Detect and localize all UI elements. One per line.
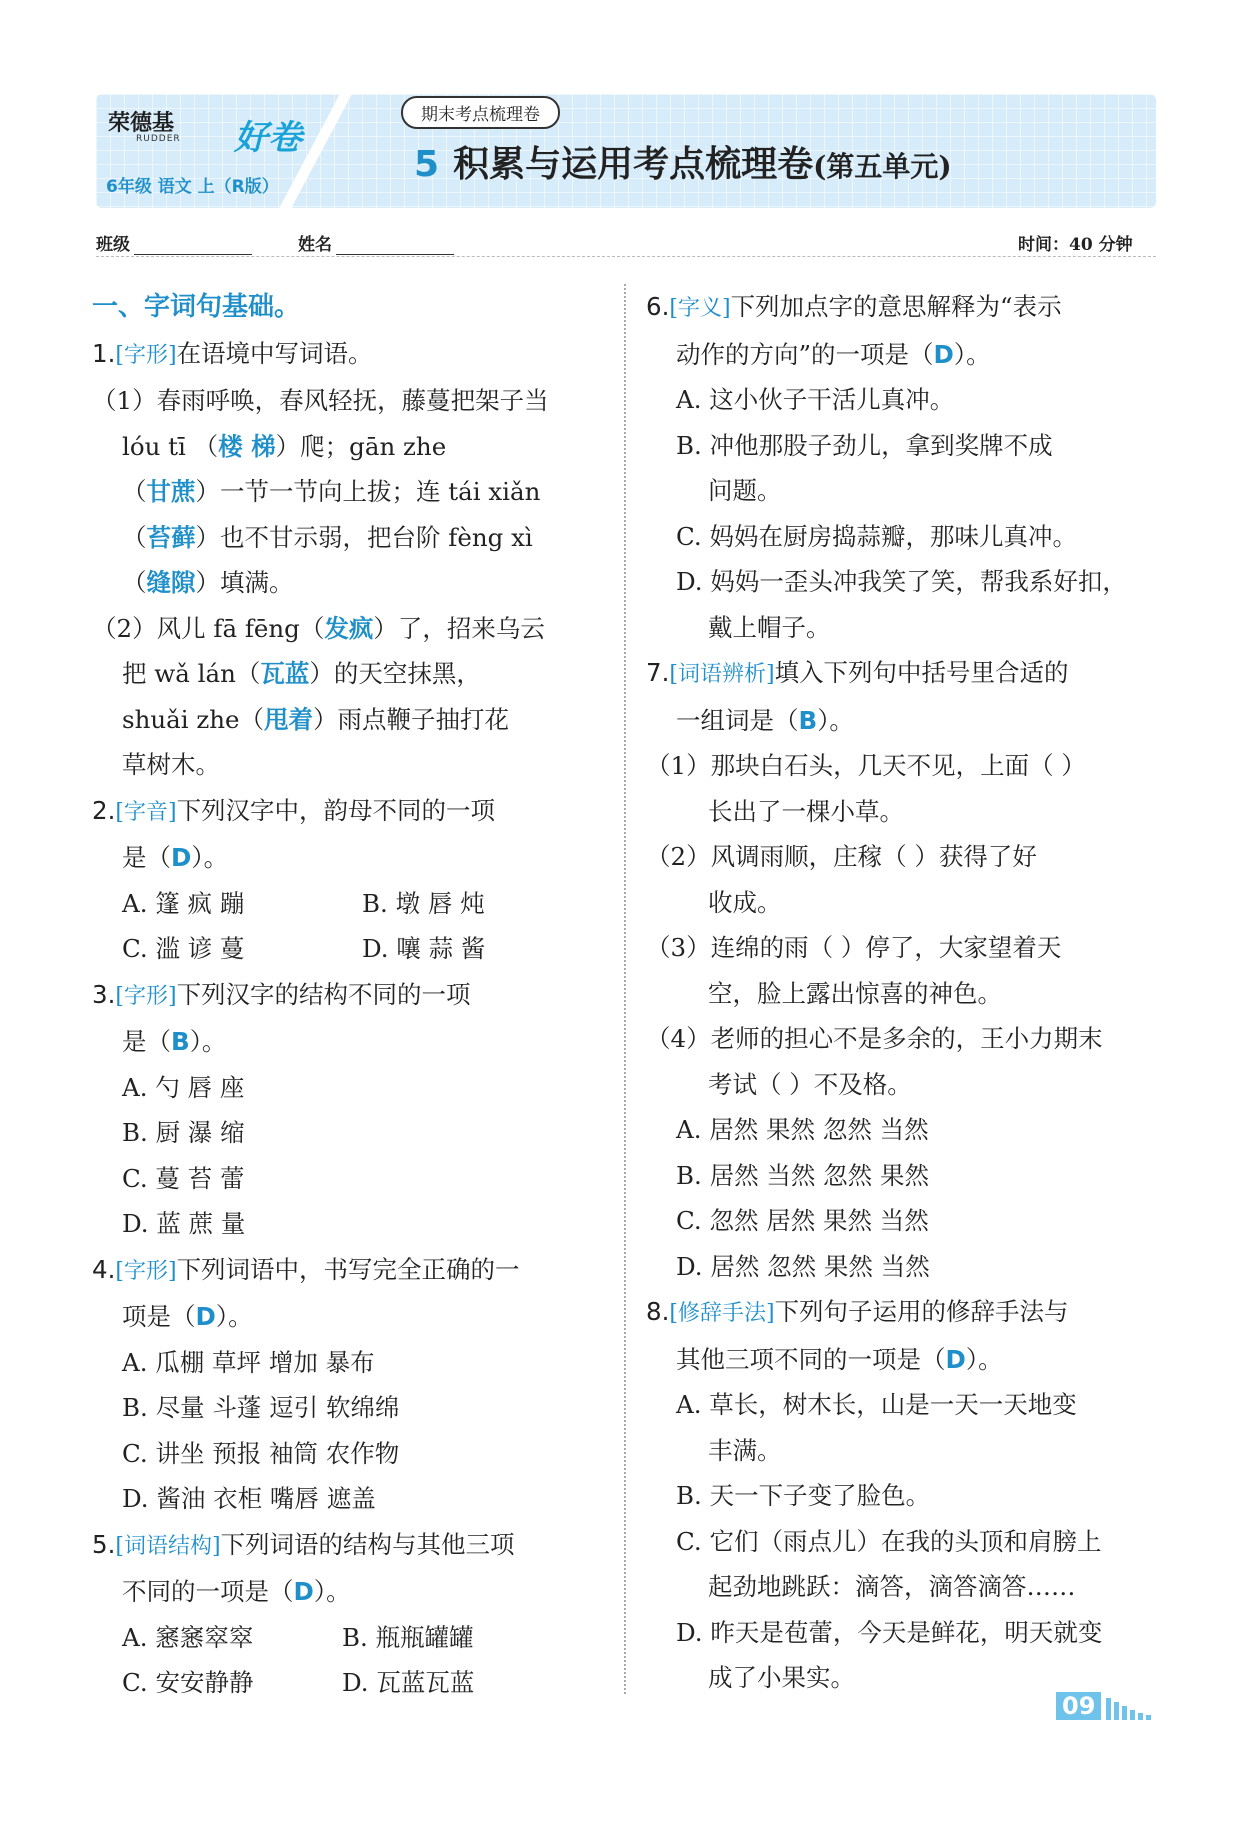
question-3: 3.[字形]下列汉字的结构不同的一项 <box>92 979 471 1009</box>
category-tag: [字形] <box>115 1258 177 1284</box>
option-c[interactable]: C. 滥 谚 蔓 <box>122 934 245 963</box>
name-label: 姓名 <box>298 235 332 255</box>
option-b[interactable]: B. 墩 唇 炖 <box>362 888 485 918</box>
title-number: 5 <box>414 144 440 185</box>
category-tag: [词语辨析] <box>669 662 775 687</box>
question-8: 8.[修辞手法]下列句子运用的修辞手法与 <box>646 1297 1069 1326</box>
option-a[interactable]: A. 草长，树木长，山是一天一天地变 <box>676 1390 1077 1419</box>
option-c[interactable]: C. 它们（雨点儿）在我的头顶和肩膀上 <box>676 1526 1102 1556</box>
name-field <box>298 230 454 255</box>
category-tag: [字形] <box>115 342 177 368</box>
title-unit: (第五单元) <box>813 150 952 183</box>
header-divider <box>96 256 1156 257</box>
answer-text[interactable]: 缝隙 <box>146 568 196 597</box>
brand-good-logo: 好卷 <box>234 118 302 158</box>
answer-text[interactable]: D <box>171 843 192 872</box>
option-b[interactable]: B. 冲他那股子劲儿，拿到奖牌不成 <box>676 430 1053 460</box>
section-title: 一、字词句基础。 <box>92 292 301 322</box>
option-d[interactable]: D. 瓦蓝瓦蓝 <box>342 1668 475 1697</box>
category-tag: [字义] <box>669 296 731 321</box>
answer-text[interactable]: D <box>293 1577 314 1606</box>
option-c[interactable]: C. 讲坐 预报 袖筒 农作物 <box>122 1438 400 1468</box>
question-1: 1.[字形]在语境中写词语。 <box>92 338 373 368</box>
answer-text[interactable]: 甘蔗 <box>146 477 196 506</box>
page-number: 09 <box>1056 1692 1101 1720</box>
answer-text[interactable]: B <box>171 1027 190 1056</box>
grade-label: 6年级 语文 上（R版） <box>106 177 279 197</box>
category-tag: [字形] <box>115 983 177 1009</box>
option-a[interactable]: A. 窸窸窣窣 <box>122 1622 254 1652</box>
option-b[interactable]: B. 厨 瀑 缩 <box>122 1118 245 1147</box>
option-d[interactable]: D. 蓝 蔗 量 <box>122 1209 246 1238</box>
page-title <box>414 136 952 187</box>
option-c[interactable]: C. 妈妈在厨房捣蒜瓣，那味儿真冲。 <box>676 521 1077 551</box>
answer-text[interactable]: 发疯 <box>324 613 374 643</box>
name-blank[interactable] <box>336 238 454 255</box>
question-5: 5.[词语结构]下列词语的结构与其他三项 <box>92 1529 515 1559</box>
option-d[interactable]: D. 昨天是苞蕾，今天是鲜花，明天就变 <box>676 1617 1103 1647</box>
right-column: 6.[字义]下列加点字的意思解释为“表示 动作的方向”的一项是（D）。 A. 这小伙子干活儿真冲。 B. 冲他那股子劲儿，拿到奖牌不成 问题。 C. 妈妈在厨房捣蒜瓣，那味儿真冲。 D. 妈妈一歪头冲我笑了笑，帮我系好扣， 戴上帽子。 7.[词语辨析]填入下列句中括号里合适的 一组词是（B）。 （1）那块白石头，几天不见，上面（ ） 长出了一棵小草。 （2）风调雨顺，庄稼（ ）获得了好 收成。 （3）连绵的雨（ ）停了，大家望着天 空，脸上露出惊喜的神色。 （4）老师的担心不是多余的，王小力期末 考试（ ）不及格。 A. 居然 果然 忽然 当然 B. 居然 当然 忽然 果然 C. 忽然 居然 果然 当然 D. 居然 忽然 果然 当然 8.[修辞手法]下列句子运用的修辞手法与 其他三项不同的一项是（D）。 A. 草长，树木长，山是一天一天地变 丰满。 B. 天一下子变了脸色。 C. 它们（雨点儿）在我的头顶和肩膀上 起劲地跳跃：滴答，滴答滴答…… D. 昨天是苞蕾，今天是鲜花，明天就变 成了小果实。 <box>646 284 1154 1701</box>
exam-type-tag: 期末考点梳理卷 <box>401 96 560 129</box>
class-blank[interactable] <box>134 238 252 255</box>
option-c[interactable]: C. 安安静静 <box>122 1668 254 1697</box>
title-main: 积累与运用考点梳理卷 <box>453 143 814 185</box>
option-a[interactable]: A. 篷 疯 蹦 <box>122 888 245 918</box>
category-tag: [词语结构] <box>115 1533 221 1559</box>
option-c[interactable]: C. 忽然 居然 果然 当然 <box>676 1206 929 1235</box>
question-7: 7.[词语辨析]填入下列句中括号里合适的 <box>646 658 1069 687</box>
option-a[interactable]: A. 勺 唇 座 <box>122 1072 245 1102</box>
class-label: 班级 <box>96 235 130 255</box>
time-info <box>1018 230 1133 255</box>
category-tag: [修辞手法] <box>669 1301 775 1326</box>
option-c[interactable]: C. 蔓 苔 蕾 <box>122 1163 245 1193</box>
category-tag: [字音] <box>115 799 177 825</box>
option-a[interactable]: A. 居然 果然 忽然 当然 <box>676 1115 929 1144</box>
brand-subtitle: RUDDER <box>136 134 181 144</box>
option-b[interactable]: B. 瓶瓶罐罐 <box>342 1622 474 1652</box>
question-4: 4.[字形]下列词语中，书写完全正确的一 <box>92 1254 520 1284</box>
brand-logo: 荣德基 <box>108 111 175 136</box>
answer-text[interactable]: D <box>195 1302 216 1331</box>
option-b[interactable]: B. 居然 当然 忽然 果然 <box>676 1160 929 1190</box>
class-field <box>96 230 252 255</box>
option-b[interactable]: B. 尽量 斗蓬 逗引 软绵绵 <box>122 1393 400 1422</box>
option-d[interactable]: D. 酱油 衣柜 嘴唇 遮盖 <box>122 1484 376 1513</box>
option-a[interactable]: A. 这小伙子干活儿真冲。 <box>676 385 955 414</box>
question-6: 6.[字义]下列加点字的意思解释为“表示 <box>646 292 1062 321</box>
option-d[interactable]: D. 居然 忽然 果然 当然 <box>676 1251 930 1281</box>
question-2: 2.[字音]下列汉字中，韵母不同的一项 <box>92 795 496 825</box>
page-bars-decoration <box>1106 1698 1154 1720</box>
option-b[interactable]: B. 天一下子变了脸色。 <box>676 1481 931 1510</box>
answer-text[interactable]: D <box>945 1344 966 1374</box>
time-value: 40 分钟 <box>1069 235 1133 255</box>
header-banner <box>96 94 1156 208</box>
answer-text[interactable]: 楼 梯 <box>218 431 276 461</box>
answer-text[interactable]: 瓦蓝 <box>260 659 310 688</box>
answer-text[interactable]: 苔藓 <box>146 522 196 552</box>
answer-text[interactable]: D <box>933 339 954 369</box>
option-d[interactable]: D. 嚷 蒜 酱 <box>362 934 486 963</box>
time-label: 时间： <box>1018 235 1069 255</box>
answer-text[interactable]: 甩着 <box>264 704 314 734</box>
option-d[interactable]: D. 妈妈一歪头冲我笑了笑，帮我系好扣， <box>676 567 1127 596</box>
option-a[interactable]: A. 瓜棚 草坪 增加 暴布 <box>122 1347 375 1377</box>
column-divider <box>624 284 626 1694</box>
answer-text[interactable]: B <box>798 705 818 735</box>
left-column: 一、字词句基础。 1.[字形]在语境中写词语。 （1）春雨呼唤，春风轻抚，藤蔓把架子当 lóu tī （楼 梯）爬；gān zhe （甘蔗）一节一节向上拔；连 tái xiǎn （苔藓）也不甘示弱，把台阶 fèng xì （缝隙）填满。 （2）风儿 fā fēng（发疯）了，招来乌云 把 wǎ lán（瓦蓝）的天空抹黑， shuǎi zhe（甩着）雨点鞭子抽打花 草树木。 2.[字音]下列汉字中，韵母不同的一项 是（D）。 A. 篷 疯 蹦 B. 墩 唇 炖 C. 滥 谚 蔓 D. 嚷 蒜 酱 3.[字形]下列汉字的结构不同的一项 是（B）。 A. 勺 唇 座 B. 厨 瀑 缩 C. 蔓 苔 蕾 D. 蓝 蔗 量 4.[字形]下列词语中，书写完全正确的一 项是（D）。 A. 瓜棚 草坪 增加 暴布 B. 尽量 斗蓬 逗引 软绵绵 C. 讲坐 预报 袖筒 农作物 D. 酱油 衣柜 嘴唇 遮盖 5.[词语结构]下列词语的结构与其他三项 不同的一项是（D）。 A. 窸窸窣窣 B. 瓶瓶罐罐 C. 安安静静 D. 瓦蓝瓦蓝 <box>92 284 600 1706</box>
